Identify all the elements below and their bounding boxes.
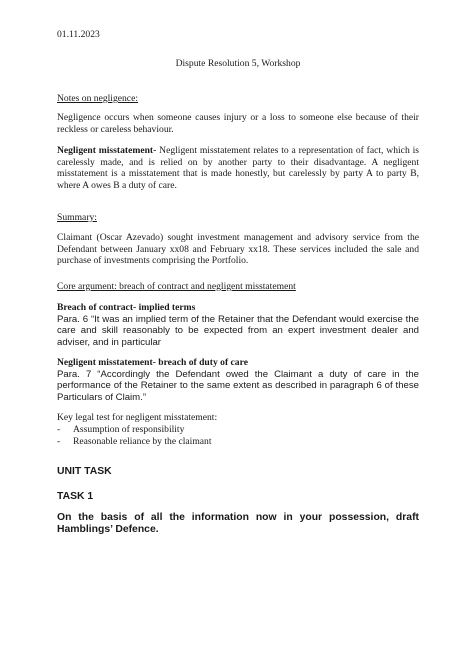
list-dash: - [57, 436, 61, 447]
task-1-heading: TASK 1 [57, 491, 94, 502]
unit-task-heading: UNIT TASK [57, 466, 112, 477]
notes-heading-text: Notes on negligence: [57, 93, 138, 104]
list-item [57, 424, 419, 436]
document-title: Dispute Resolution 5, Workshop [175, 58, 301, 69]
misstatement-paragraph [57, 145, 419, 191]
core-argument-text: Core argument: breach of contract and negligent misstatement [57, 281, 296, 292]
misstatement-definition: Negligent misstatement relates to a representation of fact, which is carelessly made, and is relied on by another party to their disadvantage. A negligent misstatement is a misstatement that is made honestly, but carelessly by party A to party B, where A owes B a duty of care. [57, 145, 419, 191]
task-text: On the basis of all the information now in your possession, draft Hamblings’ Defence. [57, 512, 419, 536]
list-item-text: Assumption of responsibility [73, 424, 185, 435]
notes-heading [57, 93, 419, 105]
key-test-heading: Key legal test for negligent misstatement: [57, 412, 218, 423]
negligence-definition: Negligence occurs when someone causes injury or a loss to someone else because of their reckless or careless behaviour. [57, 112, 419, 135]
list-item [57, 436, 419, 448]
list-item-text: Reasonable reliance by the claimant [73, 436, 212, 447]
duty-heading: Negligent misstatement- breach of duty of care [57, 357, 248, 368]
summary-text: Claimant (Oscar Azevado) sought investment management and advisory service from the Defendant between January xx08 and February xx18. These services included the sale and purchase of investments comprising the Portfolio. [57, 232, 419, 267]
summary-heading [57, 212, 419, 224]
date-line: 01.11.2023 [57, 29, 100, 40]
breach-text: Para. 6 “It was an implied term of the Retainer that the Defendant would exercise the care and skill reasonably to be expected from an expert investment dealer and adviser, and in particular [57, 314, 419, 348]
list-dash: - [57, 424, 61, 435]
breach-heading: Breach of contract- implied terms [57, 302, 196, 313]
misstatement-term: Negligent misstatement- [57, 145, 157, 156]
core-argument [57, 281, 419, 293]
summary-heading-text: Summary: [57, 212, 97, 223]
duty-text: Para. 7 “Accordingly the Defendant owed the Claimant a duty of care in the performance of the Retainer to the same extent as described in paragraph 6 of these Particulars of Claim.” [57, 369, 419, 403]
